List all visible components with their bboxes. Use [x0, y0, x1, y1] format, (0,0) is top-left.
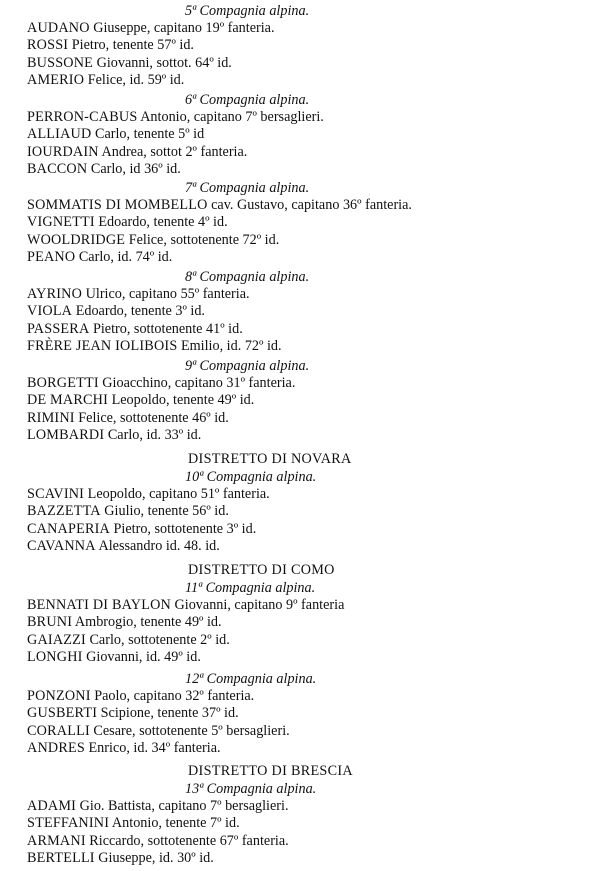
officer-surname: AUDANO — [27, 20, 90, 37]
officer-surname: BUSSONE — [27, 54, 94, 71]
company-heading: 12ª Compagnia alpina. — [185, 671, 317, 687]
officer-details: Pietro, tenente 57º id. — [71, 37, 194, 54]
company-heading: 9ª Compagnia alpina. — [185, 358, 310, 374]
officer-details: Felice, sottotenente 72º id. — [128, 231, 280, 248]
officer-surname: LONGHI — [27, 648, 83, 665]
officer-surname: ARMANI — [27, 832, 86, 849]
officer-surname: GAIAZZI — [27, 631, 86, 648]
officer-details: Carlo, id. 74º id. — [78, 248, 173, 265]
officer-surname: SCAVINI — [27, 486, 85, 503]
officer-details: Emilio, id. 72º id. — [180, 337, 282, 354]
officer-surname: RIMINI — [27, 409, 75, 426]
officer-details: Giovanni, id. 49º id. — [86, 648, 201, 665]
officer-details: Scipione, tenente 37º id. — [100, 705, 239, 722]
officer-details: Antonio, capitano 7º bersaglieri. — [140, 109, 324, 126]
officer-details: Gioacchino, capitano 31º fanteria. — [102, 375, 296, 392]
company-section-12 — [0, 671, 600, 757]
officer-entry — [0, 850, 600, 867]
officer-surname: VIOLA — [27, 303, 73, 320]
officer-entry — [0, 249, 600, 266]
company-heading: 5ª Compagnia alpina. — [185, 3, 310, 19]
officer-surname: CORALLI — [27, 722, 90, 739]
officer-details: Paolo, capitano 32º fanteria. — [94, 688, 255, 705]
officer-details: Giovanni, sottot. 64º id. — [96, 54, 232, 71]
officer-entry — [0, 503, 600, 520]
officer-details: Carlo, sottotenente 2º id. — [89, 631, 230, 648]
officer-surname: BAZZETTA — [27, 503, 101, 520]
officer-surname: DE MARCHI — [27, 392, 109, 409]
officer-entry — [0, 723, 600, 740]
officer-entry — [0, 392, 600, 409]
officer-surname: AYRINO — [27, 286, 83, 303]
officer-entry — [0, 144, 600, 161]
officer-surname: ROSSI — [27, 37, 69, 54]
officer-entry — [0, 37, 600, 54]
district-heading: DISTRETTO DI COMO — [188, 562, 335, 578]
officer-surname: AMERIO — [27, 71, 85, 88]
officer-entry — [0, 55, 600, 72]
officer-surname: BRUNI — [27, 614, 73, 631]
officer-details: Riccardo, sottotenente 67º fanteria. — [89, 832, 289, 849]
officer-entry — [0, 705, 600, 722]
officer-details: Antonio, tenente 7º id. — [111, 815, 240, 832]
company-section-5 — [0, 3, 600, 89]
officer-surname: PASSERA — [27, 320, 90, 337]
officer-entry — [0, 632, 600, 649]
officer-details: Edoardo, tenente 4º id. — [98, 214, 228, 231]
officer-entry — [0, 126, 600, 143]
company-section-6 — [0, 92, 600, 178]
company-section-8 — [0, 269, 600, 355]
district-section-novara — [0, 451, 600, 555]
officer-surname: STEFFANINI — [27, 815, 110, 832]
officer-surname: CAVANNA — [27, 537, 96, 554]
officer-surname: SOMMATIS DI MOMBELLO — [27, 197, 208, 214]
officer-details: Ulrico, capitano 55º fanteria. — [85, 286, 250, 303]
officer-details: Giovanni, capitano 9º fanteria — [174, 597, 345, 614]
officer-details: Enrico, id. 34º fanteria. — [88, 739, 221, 756]
officer-surname: PONZONI — [27, 688, 91, 705]
officer-details: cav. Gustavo, capitano 36º fanteria. — [211, 197, 412, 214]
officer-entry — [0, 688, 600, 705]
officer-surname: BACCON — [27, 160, 88, 177]
officer-surname: PEANO — [27, 248, 76, 265]
officer-details: Pietro, sottotenente 3º id. — [113, 520, 257, 537]
officer-surname: PERRON-CABUS — [27, 109, 138, 126]
officer-details: Felice, sottotenente 46º id. — [78, 409, 229, 426]
officer-entry — [0, 521, 600, 538]
officer-details: Cesare, sottotenente 5º bersaglieri. — [93, 722, 290, 739]
company-heading: 11ª Compagnia alpina. — [185, 580, 316, 596]
officer-entry — [0, 321, 600, 338]
officer-surname: WOOLDRIDGE — [27, 231, 126, 248]
company-section-7 — [0, 180, 600, 266]
officer-entry — [0, 214, 600, 231]
company-heading: 13ª Compagnia alpina. — [185, 781, 317, 797]
officer-entry — [0, 649, 600, 666]
officer-surname: BENNATI DI BAYLON — [27, 597, 171, 614]
officer-entry — [0, 20, 600, 37]
officer-entry — [0, 427, 600, 444]
district-heading: DISTRETTO DI BRESCIA — [188, 763, 353, 779]
officer-details: Alessandro id. 48. id. — [98, 537, 220, 554]
officer-entry — [0, 815, 600, 832]
officer-surname: BERTELLI — [27, 849, 95, 866]
officer-entry — [0, 161, 600, 178]
officer-entry — [0, 375, 600, 392]
officer-details: Gio. Battista, capitano 7º bersaglieri. — [79, 798, 289, 815]
officer-entry — [0, 303, 600, 320]
officer-entry — [0, 740, 600, 757]
officer-details: Carlo, id. 33º id. — [107, 426, 202, 443]
officer-details: Carlo, id 36º id. — [90, 160, 181, 177]
officer-details: Edoardo, tenente 3º id. — [75, 303, 205, 320]
officer-entry — [0, 486, 600, 503]
officer-entry — [0, 72, 600, 89]
officer-entry — [0, 109, 600, 126]
officer-details: Giuseppe, capitano 19º fanteria. — [93, 20, 275, 37]
officer-entry — [0, 538, 600, 555]
officer-details: Felice, id. 59º id. — [87, 71, 185, 88]
company-heading: 7ª Compagnia alpina. — [185, 180, 310, 196]
district-heading: DISTRETTO DI NOVARA — [188, 451, 352, 467]
officer-details: Ambrogio, tenente 49º id. — [74, 614, 222, 631]
officer-surname: GUSBERTI — [27, 705, 98, 722]
officer-surname: ALLIAUD — [27, 126, 92, 143]
officer-surname: CANAPERIA — [27, 520, 110, 537]
officer-surname: FRÈRE JEAN IOLIBOIS — [27, 337, 178, 354]
officer-entry — [0, 232, 600, 249]
officer-entry — [0, 798, 600, 815]
officer-surname: VIGNETTI — [27, 214, 95, 231]
officer-entry — [0, 286, 600, 303]
officer-details: Giulio, tenente 56º id. — [104, 503, 229, 520]
officer-details: Giuseppe, id. 30º id. — [98, 849, 214, 866]
district-section-brescia — [0, 763, 600, 867]
officer-entry — [0, 833, 600, 850]
company-heading: 10ª Compagnia alpina. — [185, 469, 317, 485]
officer-details: Pietro, sottotenente 41º id. — [92, 320, 243, 337]
officer-details: Andrea, sottot 2º fanteria. — [101, 143, 248, 160]
officer-entry — [0, 338, 600, 355]
officer-surname: LOMBARDI — [27, 426, 105, 443]
officer-entry — [0, 197, 600, 214]
officer-surname: ANDRES — [27, 739, 85, 756]
company-section-9 — [0, 358, 600, 444]
officer-entry — [0, 614, 600, 631]
district-section-como — [0, 562, 600, 666]
officer-details: Carlo, tenente 5º id — [95, 126, 205, 143]
officer-surname: BORGETTI — [27, 375, 99, 392]
officer-surname: IOURDAIN — [27, 143, 99, 160]
officer-entry — [0, 597, 600, 614]
officer-entry — [0, 410, 600, 427]
officer-details: Leopoldo, capitano 51º fanteria. — [87, 486, 270, 503]
company-heading: 8ª Compagnia alpina. — [185, 269, 310, 285]
company-heading: 6ª Compagnia alpina. — [185, 92, 310, 108]
officer-surname: ADAMI — [27, 798, 77, 815]
officer-details: Leopoldo, tenente 49º id. — [111, 392, 255, 409]
